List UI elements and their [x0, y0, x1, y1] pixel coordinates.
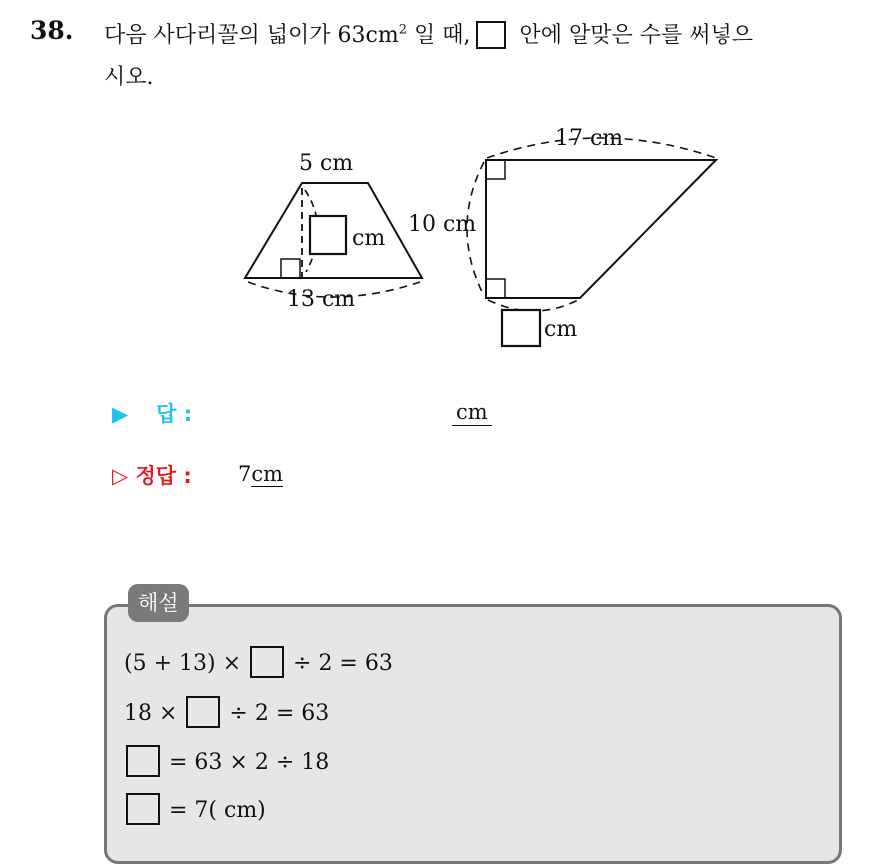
blank-box	[186, 696, 220, 728]
left-top-label: 5 cm	[299, 151, 354, 176]
correct-unit: cm	[251, 462, 284, 486]
correct-arrow-icon: ▷	[112, 464, 129, 488]
right-height-label: 10 cm	[408, 212, 477, 237]
left-bottom-label: 13 cm	[287, 287, 356, 312]
blank-box	[250, 646, 284, 678]
blank-box	[126, 793, 160, 825]
correct-label: 정답 :	[135, 464, 192, 488]
correct-answer-value	[238, 462, 283, 486]
question-text-b: 일 때,	[406, 23, 471, 48]
question-number: 38.	[30, 16, 74, 45]
solution-l2-b: ÷ 2 = 63	[229, 701, 330, 726]
solution-panel	[104, 604, 842, 864]
question-unit-exponent: 2	[398, 22, 407, 38]
question-unit: cm	[365, 23, 399, 48]
answer-label: 답 :	[156, 402, 193, 426]
question-text-a: 다음 사다리꼴의 넓이가 63	[104, 23, 366, 48]
solution-line-1	[124, 646, 393, 678]
solution-l4: = 7( cm)	[169, 798, 266, 823]
solution-l1-b: ÷ 2 = 63	[293, 651, 393, 676]
solution-line-2	[124, 696, 329, 728]
solution-l1-a: (5 + 13) ×	[124, 651, 242, 676]
solution-tag: 해설	[128, 584, 189, 622]
question-text-c: 안에 알맞은 수를 써넣으	[512, 23, 753, 48]
right-box-unit: cm	[544, 317, 578, 342]
solution-l2-a: 18 ×	[124, 701, 178, 726]
left-blank-box	[310, 216, 346, 254]
question-text-line2: 시오.	[104, 65, 154, 90]
solution-line-4	[124, 793, 266, 825]
solution-line-3	[124, 745, 329, 777]
left-trapezoid	[245, 183, 422, 297]
right-trapezoid	[467, 138, 716, 346]
answer-unit: cm	[452, 400, 492, 426]
right-top-label: 17 cm	[555, 126, 624, 151]
answer-arrow-icon: ▶	[112, 402, 129, 426]
answer-row	[112, 398, 192, 428]
right-blank-box	[502, 310, 540, 346]
blank-box	[126, 745, 160, 777]
correct-value: 7	[238, 462, 252, 486]
correct-answer-row	[112, 460, 192, 490]
left-box-unit: cm	[352, 226, 386, 251]
solution-l3: = 63 × 2 ÷ 18	[169, 750, 330, 775]
